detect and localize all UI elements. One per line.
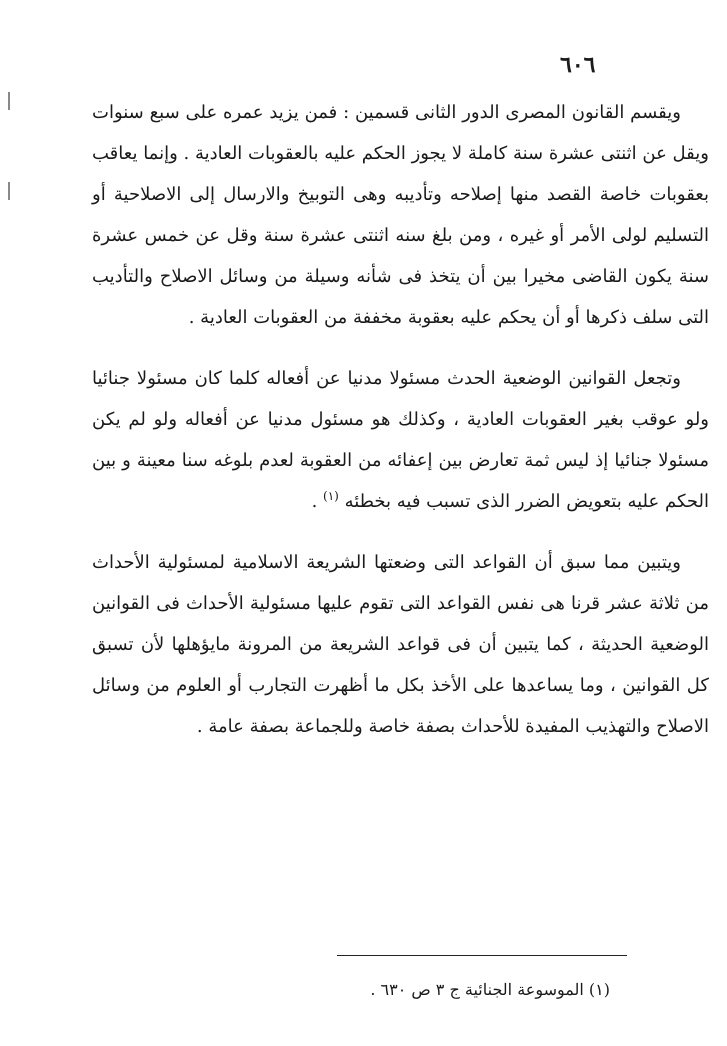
paragraph-2 xyxy=(92,358,709,522)
margin-mark-top xyxy=(8,92,10,110)
margin-mark-middle xyxy=(8,182,10,200)
paragraph-3-text: ويتبين مما سبق أن القواعد التى وضعتها الشريعة الاسلامية لمسئولية الأحداث من ثلاثة عشر قرنا هى نفس القواعد التى تقوم عليها مسئولية الأحداث فى القوانين الوضعية الحديثة ، كما يتبين أن فى قواعد الشريعة من المرونة مايؤهلها لأن تسبق كل القوانين ، وما يساعدها على الأخذ بكل ما أظهرت التجارب أو العلوم من وسائل الاصلاح والتهذيب المفيدة للأحداث بصفة خاصة وللجماعة بصفة عامة . xyxy=(92,552,709,737)
paragraph-2-end: . xyxy=(311,491,324,512)
page-number: ٦٠٦ xyxy=(560,52,596,78)
footnote-reference[interactable]: (١) xyxy=(323,489,339,503)
paragraph-2-text: وتجعل القوانين الوضعية الحدث مسئولا مدنيا عن أفعاله كلما كان مسئولا جنائيا ولو عوقب بغير العقوبات العادية ، وكذلك هو مسئول مدنيا عن أفعاله ولو لم يكن مسئولا جنائيا إذ ليس ثمة تعارض بين إعفائه من العقوبة لعدم بلوغه سنا معينة و بين الحكم عليه بتعويض الضرر الذى تسبب فيه بخطئه xyxy=(92,368,709,512)
footnote: (١) الموسوعة الجنائية ج ٣ ص ٦٣٠ . xyxy=(370,980,610,999)
body-text xyxy=(92,92,709,767)
paragraph-1 xyxy=(92,92,709,338)
paragraph-3 xyxy=(92,542,709,747)
paragraph-1-text: ويقسم القانون المصرى الدور الثانى قسمين : فمن يزيد عمره على سبع سنوات ويقل عن اثنتى عشرة سنة كاملة لا يجوز الحكم عليه بالعقوبات العادية . وإنما يعاقب بعقوبات خاصة القصد منها إصلاحه وتأديبه وهى التوبيخ والارسال إلى الاصلاحية أو التسليم لولى الأمر أو غيره ، ومن بلغ سنه اثنتى عشرة سنة وقل عن خمس عشرة سنة يكون القاضى مخيرا بين أن يتخذ فى شأنه وسيلة من وسائل الاصلاح والتأديب التى سلف ذكرها أو أن يحكم عليه بعقوبة مخففة من العقوبات العادية . xyxy=(92,102,709,328)
footnote-divider xyxy=(337,955,627,956)
